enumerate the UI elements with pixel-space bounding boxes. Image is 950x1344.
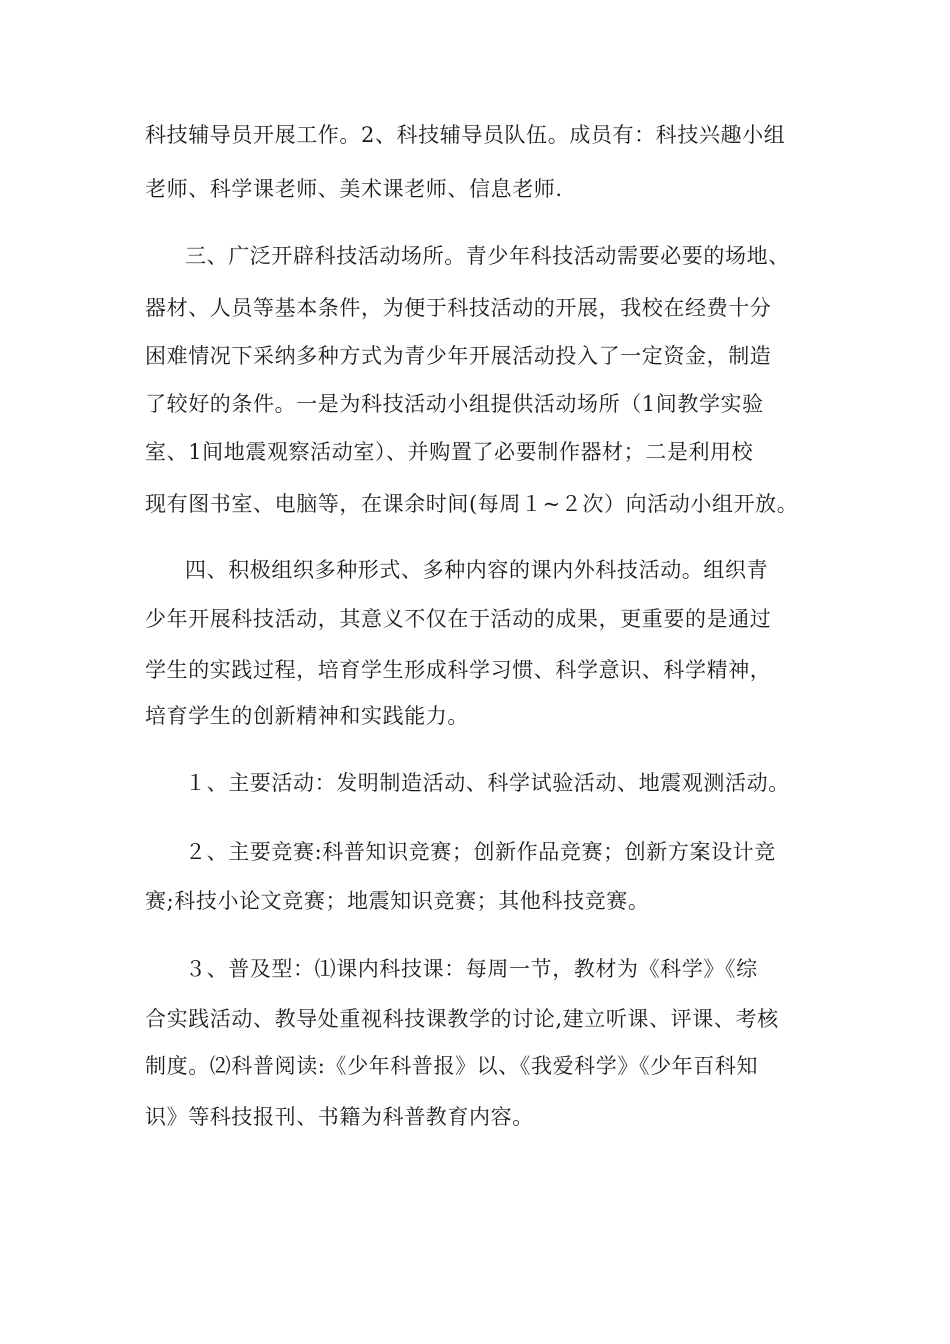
text-line: 了较好的条件。一是为科技活动小组提供活动场所（1间教学实验 [145, 392, 764, 416]
text-line: 少年开展科技活动，其意义不仅在于活动的成果，更重要的是通过 [145, 607, 772, 631]
list-item-1: １、主要活动：发明制造活动、科学试验活动、地震观测活动。 [185, 771, 790, 795]
text-line: 合实践活动、教导处重视科技课教学的讨论,建立听课、评课、考核 [145, 1007, 779, 1031]
text-line: 识》等科技报刊、书籍为科普教育内容。 [145, 1105, 534, 1129]
section-heading-three: 三、广泛开辟科技活动场所。青少年科技活动需要必要的场地、 [185, 244, 790, 268]
text-line: 困难情况下采纳多种方式为青少年开展活动投入了一定资金，制造 [145, 344, 772, 368]
text-line: 培育学生的创新精神和实践能力。 [145, 704, 469, 728]
text-line: 科技辅导员开展工作。2、科技辅导员队伍。成员有：科技兴趣小组 [145, 123, 786, 147]
text-line: 赛;科技小论文竞赛；地震知识竞赛；其他科技竞赛。 [145, 889, 650, 913]
text-line: 制度。⑵科普阅读:《少年科普报》以、《我爱科学》《少年百科知 [145, 1054, 759, 1078]
text-line: 老师、科学课老师、美术课老师、信息老师. [145, 177, 563, 201]
list-item-3: ３、普及型：⑴课内科技课：每周一节，教材为《科学》《综 [185, 957, 758, 981]
list-item-2: ２、主要竞赛:科普知识竞赛；创新作品竞赛；创新方案设计竞 [185, 840, 776, 864]
text-line: 器材、人员等基本条件，为便于科技活动的开展，我校在经费十分 [145, 296, 772, 320]
text-line: 室、1间地震观察活动室）、并购置了必要制作器材；二是利用校 [145, 440, 754, 464]
text-line: 现有图书室、电脑等，在课余时间(每周１~２次）向活动小组开放。 [145, 492, 799, 516]
text-line: 学生的实践过程，培育学生形成科学习惯、科学意识、科学精神， [145, 658, 772, 682]
section-heading-four: 四、积极组织多种形式、多种内容的课内外科技活动。组织青 [185, 558, 769, 582]
